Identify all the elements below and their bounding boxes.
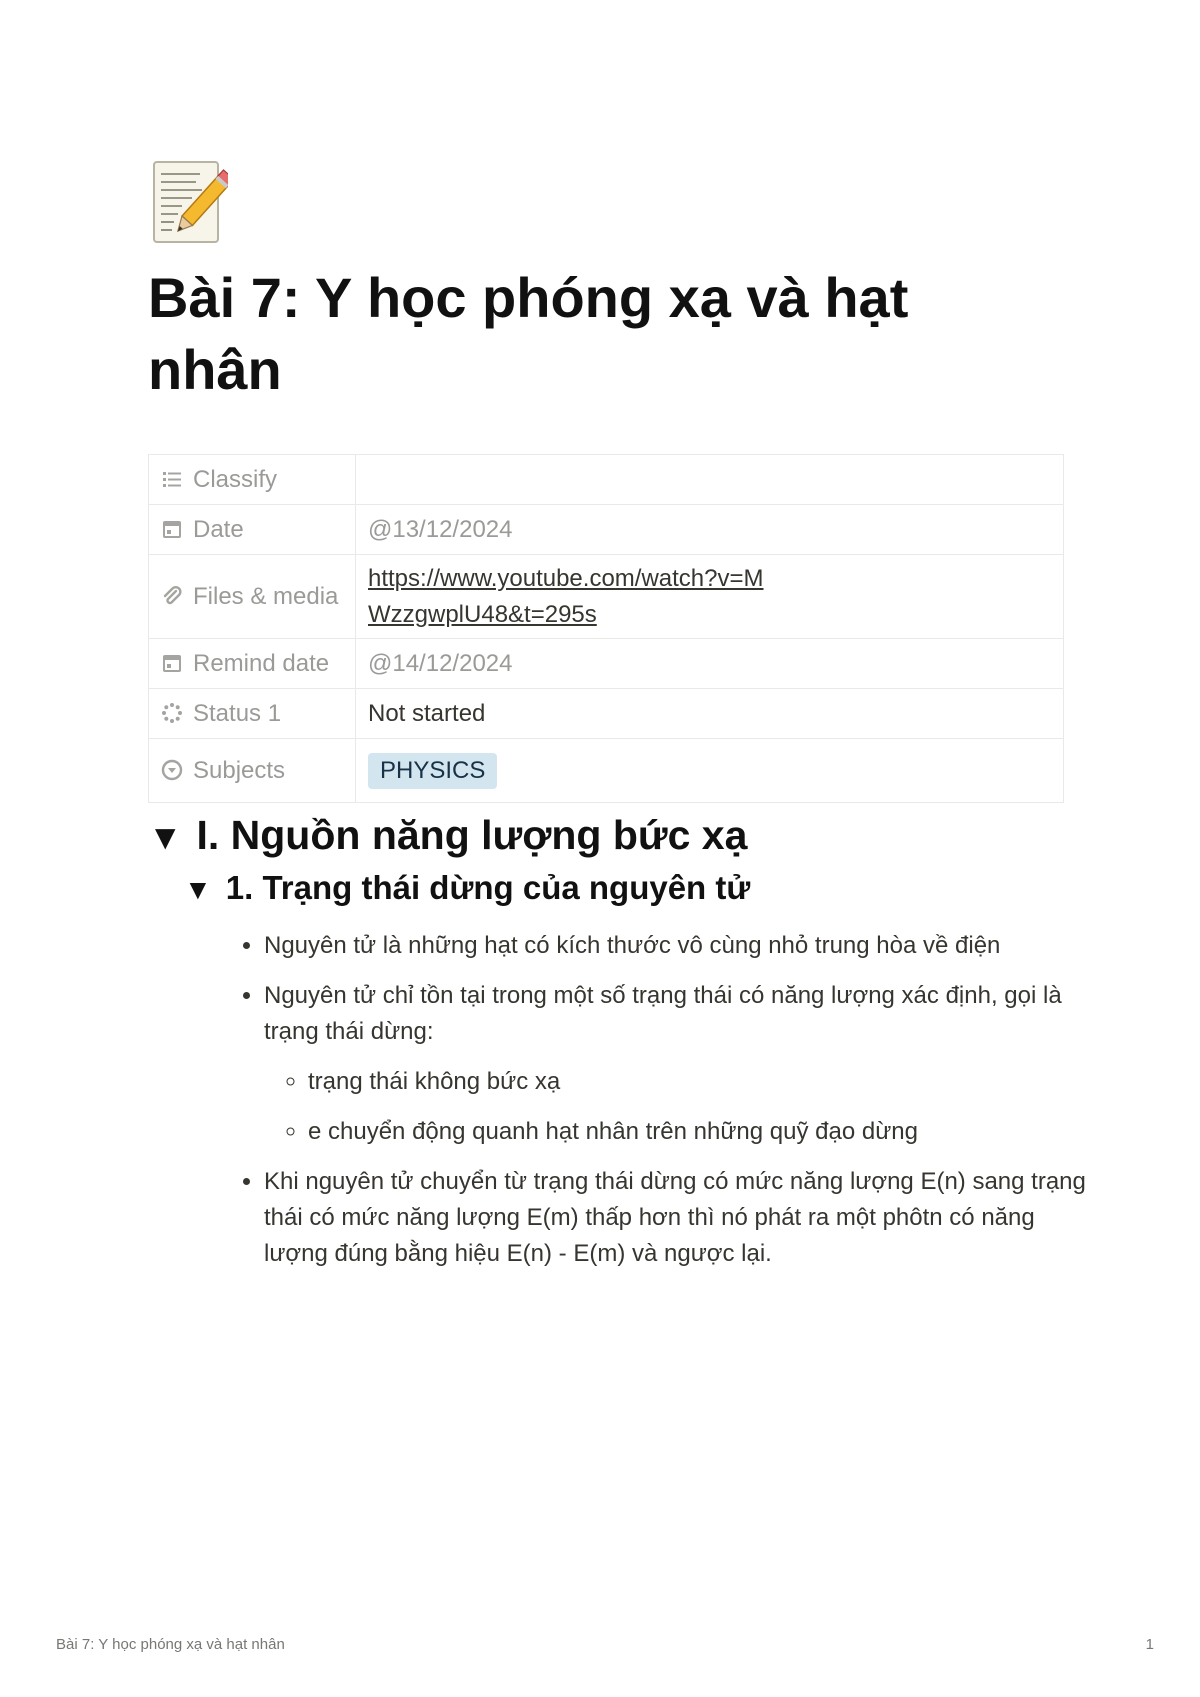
list-item bbox=[264, 978, 1104, 1150]
sub-bullet-list bbox=[264, 1064, 1104, 1150]
page-number: 1 bbox=[1145, 1636, 1154, 1653]
subject-tag[interactable]: PHYSICS bbox=[368, 753, 497, 789]
property-value[interactable] bbox=[356, 455, 1064, 505]
list-item-text: Nguyên tử là những hạt có kích thước vô cùng nhỏ trung hòa về điện bbox=[264, 932, 1001, 959]
property-row-subjects bbox=[149, 739, 1064, 803]
list-item-text: trạng thái không bức xạ bbox=[308, 1068, 561, 1095]
calendar-icon bbox=[161, 518, 183, 540]
footer-title: Bài 7: Y học phóng xạ và hạt nhân bbox=[56, 1636, 285, 1653]
property-value bbox=[356, 555, 1064, 639]
property-value[interactable]: Not started bbox=[356, 689, 1064, 739]
property-row-classify bbox=[149, 455, 1064, 505]
property-value[interactable]: @13/12/2024 bbox=[356, 505, 1064, 555]
bullet-list bbox=[226, 928, 1104, 1286]
sub-list-item bbox=[308, 1114, 1104, 1150]
select-circle-icon bbox=[161, 759, 183, 781]
property-value[interactable]: @14/12/2024 bbox=[356, 639, 1064, 689]
page-title: Bài 7: Y học phóng xạ và hạt nhân bbox=[148, 266, 909, 401]
heading-1-toggle[interactable] bbox=[148, 810, 747, 863]
property-label: Classify bbox=[193, 465, 278, 493]
youtube-link[interactable]: https://www.youtube.com/watch?v=MWzzgwplU48&t=295s bbox=[368, 564, 764, 628]
status-loader-icon bbox=[161, 702, 183, 724]
heading-2-toggle[interactable] bbox=[184, 866, 750, 912]
toggle-triangle-icon[interactable]: ▼ bbox=[148, 818, 183, 857]
heading-1-text: I. Nguồn năng lượng bức xạ bbox=[196, 812, 748, 858]
property-label: Remind date bbox=[193, 649, 330, 677]
property-label: Status 1 bbox=[193, 699, 282, 727]
property-label: Date bbox=[193, 515, 244, 543]
property-row-date bbox=[149, 505, 1064, 555]
sub-list-item bbox=[308, 1064, 1104, 1100]
property-row-remind-date bbox=[149, 639, 1064, 689]
memo-pencil-icon bbox=[152, 160, 228, 246]
properties-table bbox=[148, 454, 1064, 803]
list-item-text: e chuyển động quanh hạt nhân trên những quỹ đạo dừng bbox=[308, 1118, 918, 1145]
list-item-text: Nguyên tử chỉ tồn tại trong một số trạng thái có năng lượng xác định, gọi là trạng thái dừng: bbox=[264, 982, 1062, 1045]
property-row-files-media bbox=[149, 555, 1064, 639]
list-item bbox=[264, 928, 1104, 964]
toggle-triangle-icon[interactable]: ▼ bbox=[184, 874, 212, 905]
list-item bbox=[264, 1164, 1104, 1272]
property-label: Subjects bbox=[193, 756, 286, 784]
property-key bbox=[149, 639, 356, 689]
property-row-status bbox=[149, 689, 1064, 739]
property-key bbox=[149, 739, 356, 803]
calendar-icon bbox=[161, 652, 183, 674]
list-icon bbox=[161, 468, 183, 490]
property-key bbox=[149, 455, 356, 505]
property-value bbox=[356, 739, 1064, 803]
list-item-text: Khi nguyên tử chuyển từ trạng thái dừng có mức năng lượng E(n) sang trạng thái có mức năng lượng E(m) thấp hơn thì nó phát ra một phôtn có năng lượng đúng bằng hiệu E(n) - E(m) và ngược lại. bbox=[264, 1168, 1086, 1267]
property-key bbox=[149, 505, 356, 555]
paperclip-icon bbox=[161, 585, 183, 607]
heading-2-text: 1. Trạng thái dừng của nguyên tử bbox=[225, 869, 751, 906]
property-key bbox=[149, 689, 356, 739]
property-label: Files & media bbox=[193, 582, 339, 610]
property-key bbox=[149, 555, 356, 639]
